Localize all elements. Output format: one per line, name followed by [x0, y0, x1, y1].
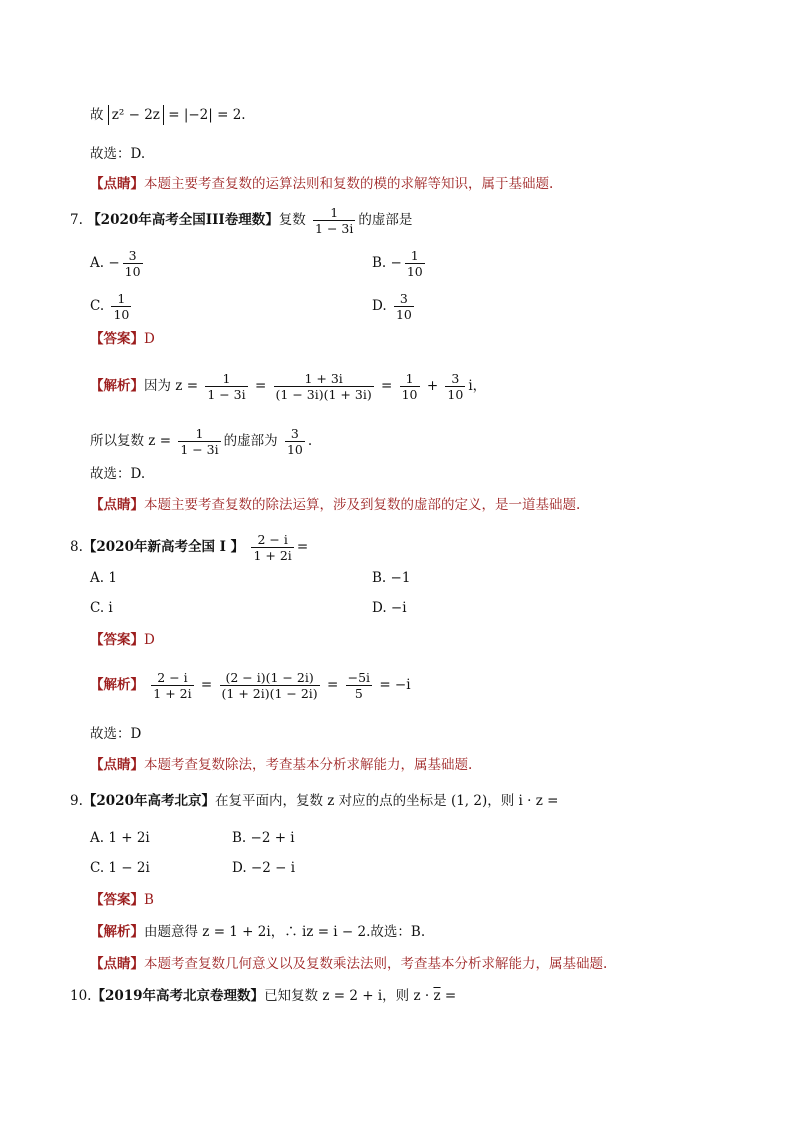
sign: − — [390, 255, 402, 271]
option-label: A. — [90, 255, 105, 271]
denominator: 10 — [113, 307, 130, 322]
analysis-text: = −i — [379, 677, 411, 693]
fraction — [346, 670, 372, 701]
answer-value: D — [144, 331, 155, 347]
dianjing-tag: 【点睛】 — [90, 757, 144, 773]
dianjing-tag: 【点睛】 — [90, 176, 144, 192]
answer-line — [90, 329, 155, 349]
answer-tag: 【答案】 — [90, 632, 144, 648]
stem-text: 的虚部是 — [358, 212, 413, 228]
abs-expression: z² − 2z — [108, 105, 164, 125]
dianjing-text: 本题考查复数除法，考查基本分析求解能力，属基础题. — [144, 757, 473, 773]
plus: + — [426, 378, 439, 394]
numerator: (2 − i)(1 − 2i) — [220, 670, 320, 686]
choose-line: 故选：D. — [90, 466, 146, 482]
conjugate-z: $\overline{z}$ — [433, 988, 441, 1004]
denominator: 1 + 2i — [153, 686, 192, 701]
question-number: 9. — [70, 793, 83, 809]
denominator: 10 — [447, 387, 464, 402]
option-b: B. −2 + i — [232, 830, 295, 846]
analysis-text: i， — [468, 378, 487, 394]
equals: = — [200, 677, 213, 693]
stem-text: 复数 — [278, 212, 306, 228]
analysis-text: 由题意得 z = 1 + 2i，∴ iz = i − 2.故选：B. — [144, 924, 426, 940]
option-c: C. 1 − 2i — [90, 860, 150, 876]
denominator: 10 — [406, 264, 423, 279]
answer-tag: 【答案】 — [90, 892, 144, 908]
fraction — [274, 371, 374, 402]
source-tag: 【2020年高考北京】 — [82, 793, 215, 809]
fraction — [400, 371, 420, 402]
fraction — [313, 205, 355, 236]
question-10-stem — [70, 986, 456, 1006]
denominator: 10 — [395, 307, 412, 322]
fraction — [111, 291, 131, 322]
conclusion-text: 的虚部为 — [223, 433, 278, 449]
source-tag: 【2019年高考北京卷理数】 — [91, 988, 265, 1004]
source-tag: 【2020年高考全国III卷理数】 — [87, 212, 279, 228]
equals: = — [381, 378, 393, 394]
numerator: 3 — [285, 426, 305, 442]
equals: = — [326, 677, 339, 693]
conclusion-text: . — [307, 433, 313, 449]
dianjing-line — [90, 174, 553, 194]
option-d — [372, 291, 417, 322]
denominator: 10 — [286, 442, 303, 457]
abs-result: = |−2| = 2. — [168, 107, 246, 123]
option-a: A. 1 — [90, 570, 117, 586]
option-label: B. — [372, 255, 387, 271]
question-8-stem — [70, 532, 308, 563]
dianjing-text: 本题考查复数几何意义以及复数乘法法则，考查基本分析求解能力，属基础题. — [144, 956, 608, 972]
analysis-line — [90, 371, 486, 402]
numerator: 1 — [405, 248, 425, 264]
fraction — [220, 670, 320, 701]
source-tag: 【2020年新高考全国 I 】 — [82, 539, 245, 555]
conclusion-line — [90, 426, 312, 457]
stem-text: = — [444, 988, 457, 1004]
fraction — [405, 248, 425, 279]
conclusion-text: 所以复数 z = — [90, 433, 172, 449]
option-d: D. −i — [372, 600, 407, 616]
fraction — [394, 291, 414, 322]
question-7-stem — [70, 205, 412, 236]
denominator: 1 + 2i — [253, 548, 292, 563]
text-prefix: 故 — [90, 107, 104, 123]
denominator: 1 − 3i — [180, 442, 219, 457]
numerator: −5i — [347, 670, 371, 685]
option-d: D. −2 − i — [232, 860, 296, 876]
question-number: 8. — [70, 539, 83, 555]
numerator: 1 + 3i — [274, 371, 374, 387]
analysis-text: 因为 z = — [144, 378, 199, 394]
fraction — [285, 426, 305, 457]
numerator: 1 — [205, 371, 247, 387]
fraction — [445, 371, 465, 402]
option-b — [372, 248, 428, 279]
denominator: (1 − 3i)(1 + 3i) — [275, 387, 372, 402]
fraction — [178, 426, 220, 457]
numerator: 1 — [400, 371, 420, 387]
stem-text: 已知复数 z = 2 + i，则 z · — [264, 988, 430, 1004]
answer-line — [90, 890, 154, 910]
denominator: 5 — [354, 686, 363, 701]
dianjing-line — [90, 755, 472, 775]
fraction — [205, 371, 247, 402]
denominator: 1 − 3i — [315, 221, 354, 236]
numerator: 3 — [123, 248, 143, 264]
option-c — [90, 291, 134, 322]
answer-value: B — [144, 892, 154, 908]
answer-value: D — [144, 632, 155, 648]
denominator: 1 − 3i — [207, 387, 246, 402]
dianjing-line — [90, 954, 607, 974]
question-number: 10. — [70, 988, 92, 1004]
fraction — [251, 532, 293, 563]
numerator: 2 − i — [151, 670, 193, 686]
analysis-line — [90, 922, 425, 942]
equals: = — [254, 378, 267, 394]
numerator: 3 — [445, 371, 465, 387]
fraction — [123, 248, 143, 279]
analysis-tag: 【解析】 — [90, 924, 144, 940]
analysis-tag: 【解析】 — [90, 677, 144, 693]
stem-text: = — [296, 539, 309, 555]
denominator: (1 + 2i)(1 − 2i) — [221, 686, 318, 701]
numerator: 1 — [178, 426, 220, 442]
numerator: 3 — [394, 291, 414, 307]
choose-line: 故选：D — [90, 726, 142, 742]
option-c: C. i — [90, 600, 113, 616]
option-a: A. 1 + 2i — [90, 830, 150, 846]
dianjing-text: 本题主要考查复数的运算法则和复数的模的求解等知识，属于基础题. — [144, 176, 554, 192]
analysis-tag: 【解析】 — [90, 378, 144, 394]
choose-line: 故选：D. — [90, 146, 146, 162]
numerator: 1 — [313, 205, 355, 221]
answer-line — [90, 630, 155, 650]
denominator: 10 — [124, 264, 141, 279]
dianjing-tag: 【点睛】 — [90, 956, 144, 972]
sign: − — [108, 255, 120, 271]
analysis-line — [90, 670, 411, 701]
dianjing-text: 本题主要考查复数的除法运算，涉及到复数的虚部的定义，是一道基础题. — [144, 497, 581, 513]
numerator: 2 − i — [251, 532, 293, 548]
numerator: 1 — [111, 291, 131, 307]
option-a — [90, 248, 146, 279]
denominator: 10 — [401, 387, 418, 402]
stem-text: 在复平面内，复数 z 对应的点的坐标是 (1, 2)，则 i · z = — [214, 793, 559, 809]
fraction — [151, 670, 193, 701]
option-label: C. — [90, 298, 105, 314]
answer-tag: 【答案】 — [90, 331, 144, 347]
question-9-stem — [70, 791, 558, 811]
solution-line-modulus — [90, 105, 246, 125]
option-b: B. −1 — [372, 570, 411, 586]
question-number: 7. — [70, 212, 83, 228]
dianjing-line — [90, 495, 580, 515]
option-label: D. — [372, 298, 387, 314]
dianjing-tag: 【点睛】 — [90, 497, 144, 513]
